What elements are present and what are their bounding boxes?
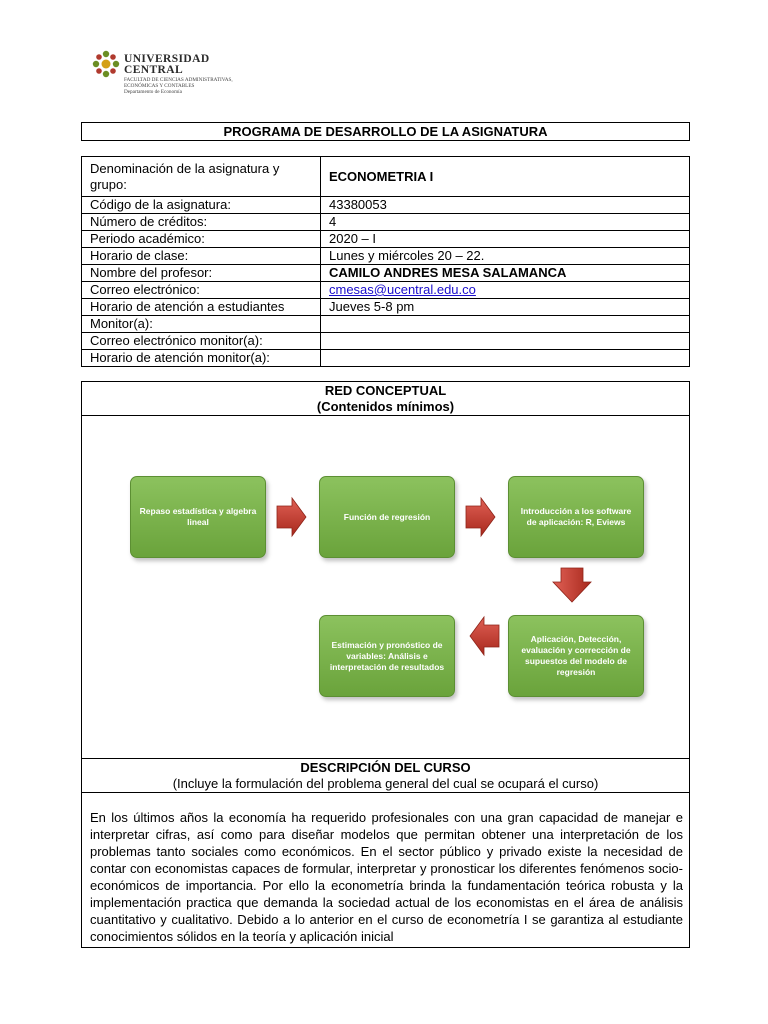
table-row (82, 248, 690, 265)
info-value: 43380053 (321, 197, 690, 214)
info-value: 4 (321, 214, 690, 231)
logo-name (124, 54, 210, 76)
info-label: Monitor(a): (82, 316, 321, 333)
info-label: Código de la asignatura: (82, 197, 321, 214)
table-row (82, 197, 690, 214)
table-row (82, 214, 690, 231)
diagram-arrows (82, 416, 689, 759)
descripcion-title: DESCRIPCIÓN DEL CURSO (300, 760, 471, 775)
info-value: ECONOMETRIA I (321, 157, 690, 197)
info-label: Denominación de la asignatura y grupo: (82, 157, 321, 197)
concept-node-software: Introducción a los software de aplicación: R, Eviews (508, 476, 644, 558)
red-conceptual-header (82, 382, 689, 416)
page-title: PROGRAMA DE DESARROLLO DE LA ASIGNATURA (81, 122, 690, 141)
concept-node-estimacion: Estimación y pronóstico de variables: Análisis e interpretación de resultados (319, 615, 455, 697)
table-row (82, 157, 690, 197)
concept-node-repaso: Repaso estadística y algebra lineal (130, 476, 266, 558)
info-label: Correo electrónico monitor(a): (82, 333, 321, 350)
red-conceptual-subtitle: (Contenidos mínimos) (316, 399, 455, 414)
table-row (82, 265, 690, 282)
info-label: Periodo académico: (82, 231, 321, 248)
info-value (321, 333, 690, 350)
professor-email-link[interactable]: cmesas@ucentral.edu.co (329, 282, 476, 297)
logo-sub-line1: FACULTAD DE CIENCIAS ADMINISTRATIVAS, (124, 77, 233, 83)
table-row (82, 333, 690, 350)
info-label: Horario de atención monitor(a): (82, 350, 321, 367)
info-value (321, 350, 690, 367)
concept-diagram (82, 416, 689, 759)
info-value (321, 316, 690, 333)
info-label: Número de créditos: (82, 214, 321, 231)
concept-node-supuestos: Aplicación, Detección, evaluación y corrección de supuestos del modelo de regresión (508, 615, 644, 697)
logo-subtitle (124, 77, 233, 95)
table-row (82, 299, 690, 316)
arrow-right-icon (277, 498, 306, 536)
arrow-down-icon (553, 568, 591, 602)
professor-name: CAMILO ANDRES MESA SALAMANCA (321, 265, 690, 282)
info-label: Horario de atención a estudiantes (82, 299, 321, 316)
descripcion-subtitle: (Incluye la formulación del problema general del cual se ocupará el curso) (172, 776, 599, 791)
logo-name-line2: CENTRAL (124, 64, 184, 76)
logo-sub-line3: Departamento de Economía (124, 89, 182, 95)
university-logo (88, 46, 238, 102)
red-conceptual-title: RED CONCEPTUAL (324, 383, 447, 398)
info-value: Jueves 5-8 pm (321, 299, 690, 316)
descripcion-header (82, 759, 689, 793)
table-row (82, 350, 690, 367)
info-label: Horario de clase: (82, 248, 321, 265)
table-row (82, 316, 690, 333)
table-row (82, 282, 690, 299)
arrow-right-icon (466, 498, 495, 536)
university-seal-icon (92, 50, 120, 78)
logo-name-line1: UNIVERSIDAD (124, 53, 210, 65)
concept-node-funcion-regresion: Función de regresión (319, 476, 455, 558)
course-info-table (81, 156, 690, 367)
descripcion-body: En los últimos años la economía ha requerido profesionales con una gran capacidad de manejar e interpretar cifras, así como para diseñar modelos que permitan obtener una interpretación de los problemas tanto sociales como económicos. En el sector público y privado existe la necesidad de contar con economistas capaces de formular, interpretar y pronosticar los diferentes fenómenos socio-económicos de importancia. Por ello la econometría brinda la fundamentación teórica robusta y la implementación practica que demanda la sociedad actual de los economistas en el área de análisis cuantitativo y cualitativo. Debido a lo anterior en el curso de econometría I se garantiza al estudiante conocimientos sólidos en la teoría y aplicación inicial (90, 810, 683, 944)
red-conceptual-section (81, 381, 690, 948)
logo-sub-line2: ECONÓMICAS Y CONTABLES (124, 83, 195, 89)
info-value: Lunes y miércoles 20 – 22. (321, 248, 690, 265)
info-label: Nombre del profesor: (82, 265, 321, 282)
arrow-left-icon (470, 617, 499, 655)
info-value (321, 282, 690, 299)
info-label: Correo electrónico: (82, 282, 321, 299)
info-value: 2020 – I (321, 231, 690, 248)
table-row (82, 231, 690, 248)
